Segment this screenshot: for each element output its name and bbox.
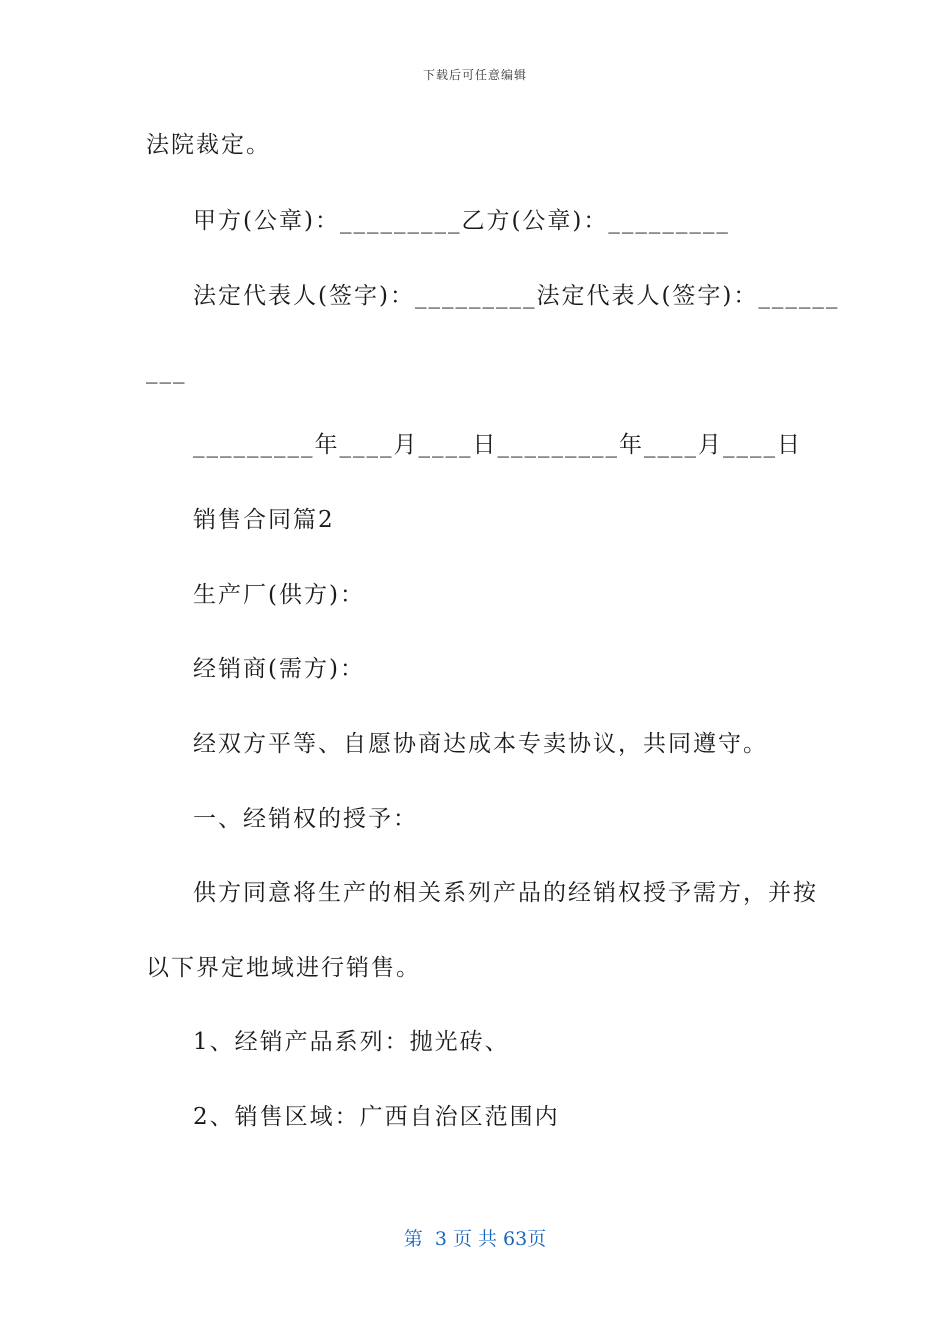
text-line: 甲方(公章)：_________乙方(公章)：_________ <box>193 208 730 234</box>
text-line: 以下界定地域进行销售。 <box>146 955 421 981</box>
text-line: _________年____月____日_________年____月____日 <box>193 432 802 458</box>
text-line: 生产厂(供方)： <box>193 582 365 608</box>
page-footer: 第 3 页 共 63页 <box>403 1228 547 1250</box>
text-line: 法院裁定。 <box>146 132 271 158</box>
text-line: ___ <box>146 358 187 384</box>
text-line: 经销商(需方)： <box>193 656 365 682</box>
text-line: 销售合同篇2 <box>193 507 335 533</box>
text-line: 2、销售区域：广西自治区范围内 <box>193 1104 560 1130</box>
text-line: 法定代表人(签字)：_________法定代表人(签字)：______ <box>193 283 840 309</box>
page-header: 下载后可任意编辑 <box>422 68 527 82</box>
text-line: 供方同意将生产的相关系列产品的经销权授予需方，并按 <box>193 880 818 906</box>
text-line: 经双方平等、自愿协商达成本专卖协议，共同遵守。 <box>193 731 768 757</box>
text-line: 1、经销产品系列：抛光砖、 <box>193 1029 510 1055</box>
text-line: 一、经销权的授予： <box>193 806 418 832</box>
